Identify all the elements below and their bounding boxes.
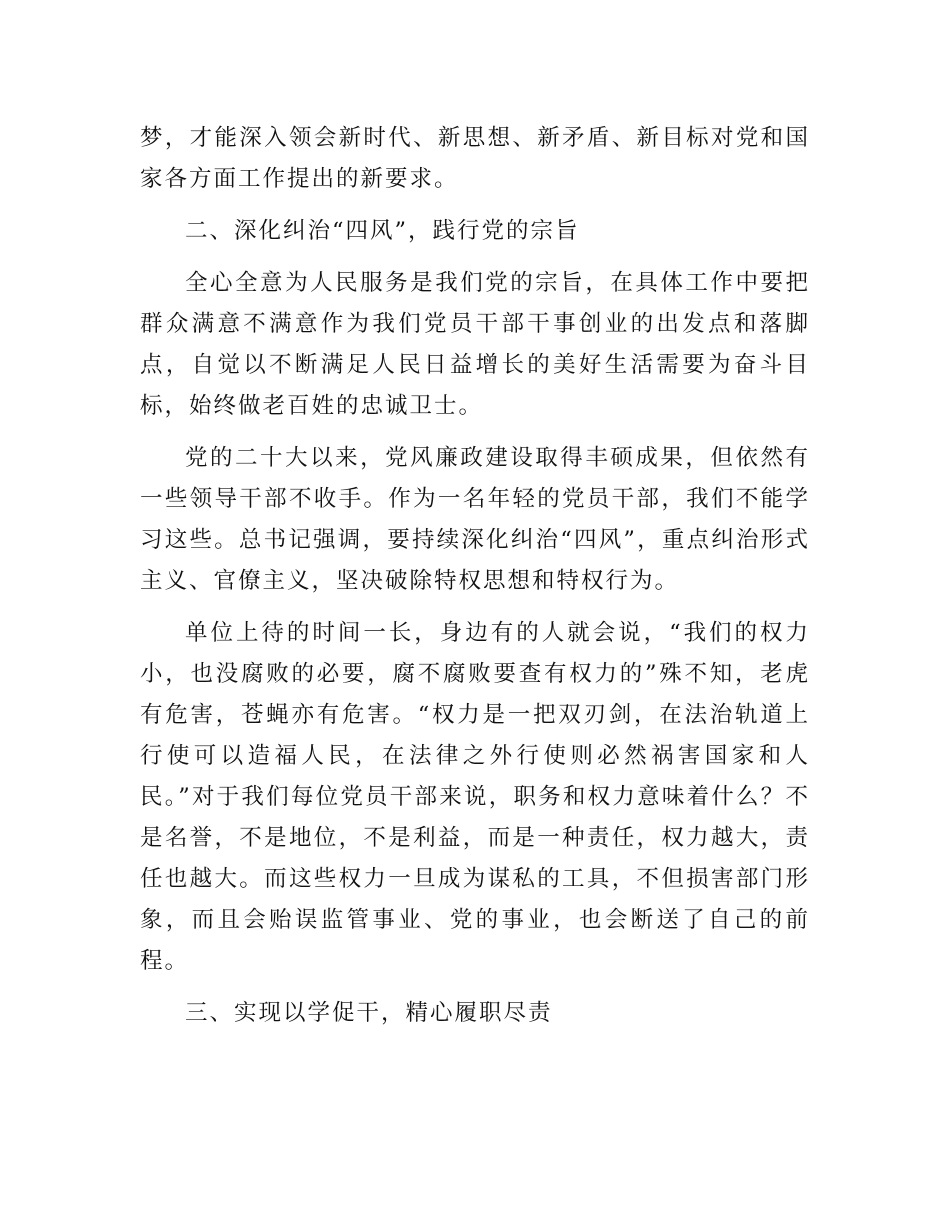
section-heading-two: 二、深化纠治“四风”，践行党的宗旨 <box>185 218 580 244</box>
paragraph-serve-people: 全心全意为人民服务是我们党的宗旨，在具体工作中要把群众满意不满意作为我们党员干部干事创业的出发点和落脚点，自觉以不断满足人民日益增长的美好生活需要为奋斗目标，始终做老百姓的忠诚卫士。 <box>140 270 810 419</box>
document-body <box>140 118 810 1034</box>
section-heading-three: 三、实现以学促干，精心履职尽责 <box>185 1000 553 1026</box>
paragraph-power-responsibility: 单位上待的时间一长，身边有的人就会说，“我们的权力小，也没腐败的必要，腐不腐败要查有权力的”殊不知，老虎有危害，苍蝇亦有危害。“权力是一把双刃剑，在法治轨道上行使可以造福人民，在法律之外行使则必然祸害国家和人民。”对于我们每位党员干部来说，职务和权力意味着什么？不是名誉，不是地位，不是利益，而是一种责任，权力越大，责任也越大。而这些权力一旦成为谋私的工具，不但损害部门形象，而且会贻误监管事业、党的事业，也会断送了自己的前程。 <box>140 620 810 974</box>
paragraph-party-conduct: 党的二十大以来，党风廉政建设取得丰硕成果，但依然有一些领导干部不收手。作为一名年轻的党员干部，我们不能学习这些。总书记强调，要持续深化纠治“四风”，重点纠治形式主义、官僚主义，坚决破除特权思想和特权行为。 <box>140 445 810 594</box>
paragraph-continuation: 梦，才能深入领会新时代、新思想、新矛盾、新目标对党和国家各方面工作提出的新要求。 <box>140 125 810 192</box>
